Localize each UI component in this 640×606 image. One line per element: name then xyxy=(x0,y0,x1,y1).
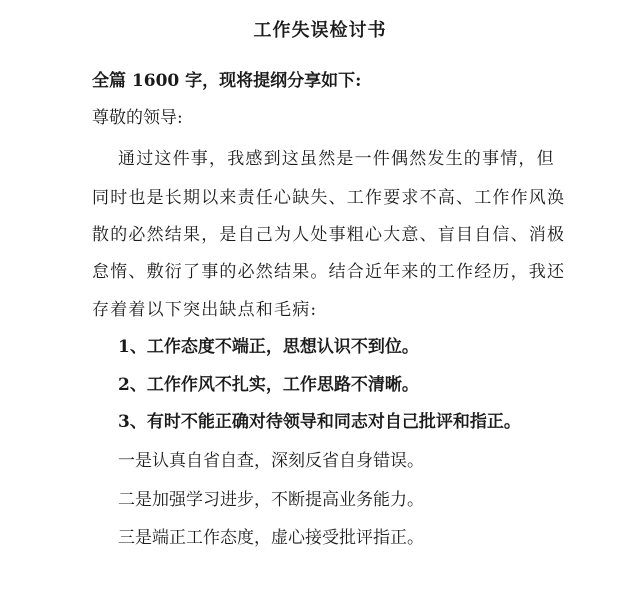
paragraph-line: 通过这件事，我感到这虽然是一件偶然发生的事情，但 xyxy=(118,149,555,169)
measure-item: 一是认真自省自查，深刻反省自身错误。 xyxy=(118,451,424,471)
paragraph-line: 存着着以下突出缺点和毛病: xyxy=(92,300,318,320)
shortcoming-item: 1、工作态度不端正，思想认识不到位。 xyxy=(118,337,419,357)
document-title: 工作失误检讨书 xyxy=(253,20,387,41)
shortcoming-item: 3、有时不能正确对待领导和同志对自己批评和指正。 xyxy=(118,412,521,432)
paragraph-line: 散的必然结果，是自己为人处事粗心大意、盲目自信、消极 xyxy=(92,225,566,245)
greeting: 尊敬的领导: xyxy=(92,108,183,128)
measure-item: 三是端正工作态度，虚心接受批评指正。 xyxy=(118,528,424,548)
shortcoming-item: 2、工作作风不扎实，工作思路不清晰。 xyxy=(118,375,419,395)
paragraph-line: 怠惰、敷衍了事的必然结果。结合近年来的工作经历，我还 xyxy=(92,262,566,282)
paragraph-line: 同时也是长期以来责任心缺失、工作要求不高、工作作风涣 xyxy=(92,188,566,208)
outline-summary: 全篇 1600 字，现将提纲分享如下: xyxy=(92,71,362,91)
measure-item: 二是加强学习进步，不断提高业务能力。 xyxy=(118,490,424,510)
